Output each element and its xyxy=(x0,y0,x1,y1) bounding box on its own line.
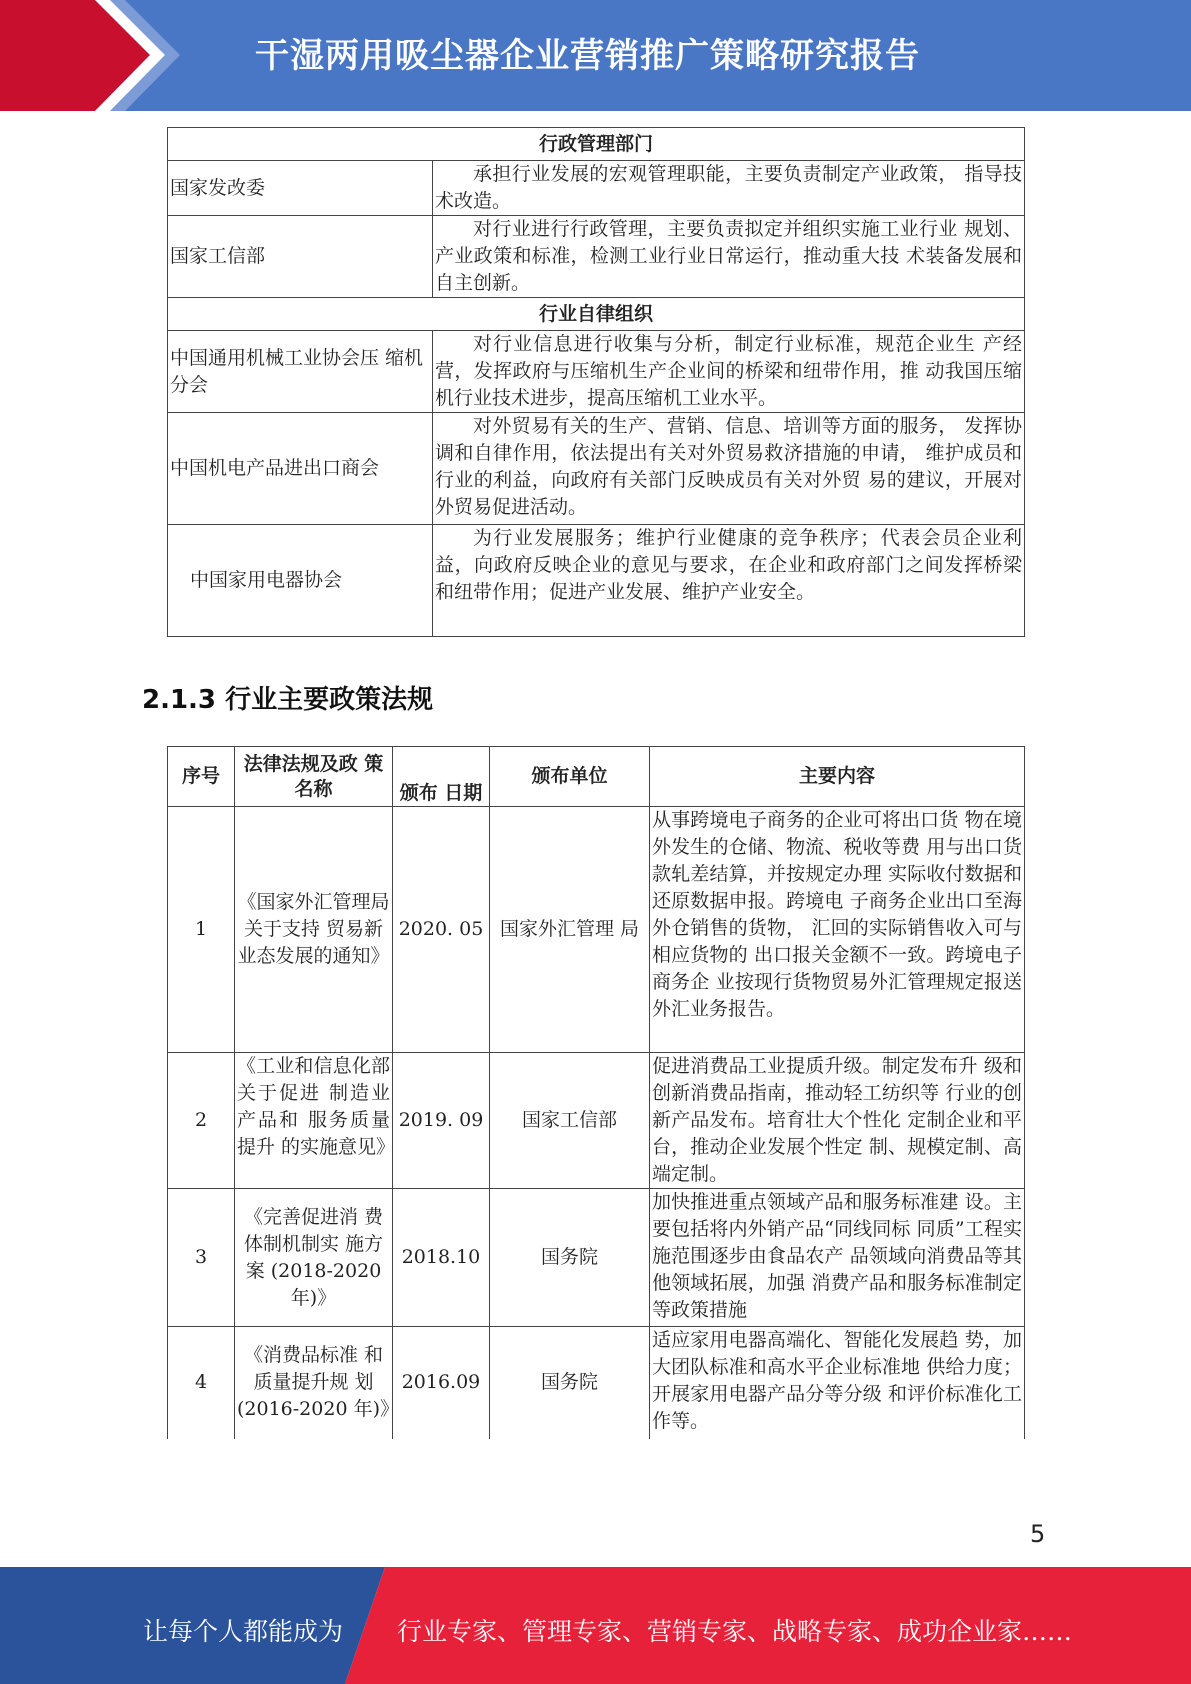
row-name: 《国家外汇管理局关于支持 贸易新业态发展的通知》 xyxy=(235,807,393,1053)
row-name: 《消费品标准 和质量提升规 划 (2016-2020 年)》 xyxy=(235,1327,393,1439)
row-date: 2016.09 xyxy=(393,1327,490,1439)
row-date: 2020. 05 xyxy=(393,807,490,1053)
table-row xyxy=(168,1189,1025,1327)
table-row xyxy=(168,1053,1025,1189)
row-name: 《工业和信息化部关于促进 制造业产品和 服务质量提升 的实施意见》 xyxy=(235,1053,393,1189)
header-content: 主要内容 xyxy=(650,747,1025,807)
org-description: 对外贸易有关的生产、营销、信息、培训等方面的服务， 发挥协调和自律作用，依法提出有关对外贸易救济措施的申请， 维护成员和行业的利益，向政府有关部门反映成员有关对外贸 易的建议，开展对外贸易促进活动。 xyxy=(433,413,1025,525)
page-footer xyxy=(0,1567,1191,1684)
row-no: 4 xyxy=(168,1327,235,1439)
org-description: 对行业进行行政管理，主要负责拟定并组织实施工业行业 规划、产业政策和标准，检测工业行业日常运行，推动重大技 术装备发展和自主创新。 xyxy=(433,216,1025,298)
row-date: 2018.10 xyxy=(393,1189,490,1327)
org-description: 承担行业发展的宏观管理职能，主要负责制定产业政策， 指导技术改造。 xyxy=(433,161,1025,216)
table-row xyxy=(168,413,1025,525)
org-name: 国家发改委 xyxy=(168,161,433,216)
row-issuer: 国家工信部 xyxy=(490,1053,650,1189)
org-description: 对行业信息进行收集与分析，制定行业标准，规范企业生 产经营，发挥政府与压缩机生产企业间的桥梁和纽带作用，推 动我国压缩机行业技术进步，提高压缩机工业水平。 xyxy=(433,331,1025,413)
section-title-admin: 行政管理部门 xyxy=(168,128,1025,161)
row-content: 加快推进重点领域产品和服务标准建 设。主要包括将内外销产品“同线同标 同质”工程实施范围逐步由食品农产 品领域向消费品等其他领域拓展，加强 消费产品和服务标准制定等政策措施 xyxy=(650,1189,1025,1327)
section-title-self-regulation: 行业自律组织 xyxy=(168,298,1025,331)
row-issuer: 国家外汇管理 局 xyxy=(490,807,650,1053)
table-row xyxy=(168,331,1025,413)
org-name: 中国通用机械工业协会压 缩机分会 xyxy=(168,331,433,413)
table-section-row xyxy=(168,298,1025,331)
table-row xyxy=(168,525,1025,637)
row-no: 1 xyxy=(168,807,235,1053)
table-row xyxy=(168,807,1025,1053)
industry-management-table xyxy=(167,127,1025,637)
org-name: 中国家用电器协会 xyxy=(168,525,433,637)
org-description: 为行业发展服务；维护行业健康的竞争秩序；代表会员企业利益，向政府反映企业的意见与要求，在企业和政府部门之间发挥桥梁和纽带作用；促进产业发展、维护产业安全。 xyxy=(433,525,1025,637)
footer-slogan-right: 行业专家、管理专家、营销专家、战略专家、成功企业家…… xyxy=(397,1617,1073,1646)
table-row xyxy=(168,216,1025,298)
footer-slogan-left: 让每个人都能成为 xyxy=(143,1617,344,1646)
row-no: 3 xyxy=(168,1189,235,1327)
row-issuer: 国务院 xyxy=(490,1189,650,1327)
header-no: 序号 xyxy=(168,747,235,807)
table-row xyxy=(168,161,1025,216)
row-no: 2 xyxy=(168,1053,235,1189)
table-row xyxy=(168,1327,1025,1439)
section-heading: 2.1.3 行业主要政策法规 xyxy=(142,685,434,715)
table-section-row xyxy=(168,128,1025,161)
row-content: 促进消费品工业提质升级。制定发布升 级和创新消费品指南，推动轻工纺织等 行业的创新产品发布。培育壮大个性化 定制企业和平台，推动企业发展个性定 制、规模定制、高端定制。 xyxy=(650,1053,1025,1189)
report-title: 干湿两用吸尘器企业营销推广策略研究报告 xyxy=(255,36,920,76)
row-name: 《完善促进消 费体制机制实 施方案 (2018-2020 年)》 xyxy=(235,1189,393,1327)
policy-table xyxy=(167,746,1025,1439)
page-header xyxy=(0,0,1191,111)
row-content: 适应家用电器高端化、智能化发展趋 势，加大团队标准和高水平企业标准地 供给力度；开展家用电器产品分等分级 和评价标准化工作等。 xyxy=(650,1327,1025,1439)
row-issuer: 国务院 xyxy=(490,1327,650,1439)
row-content: 从事跨境电子商务的企业可将出口货 物在境外发生的仓储、物流、税收等费 用与出口货款轧差结算，并按规定办理 实际收付数据和还原数据申报。跨境电 子商务企业出口至海外仓销售的货物， 汇回的实际销售收入可与相应货物的 出口报关金额不一致。跨境电子商务企 业按现行货物贸易外汇管理规定报送 外汇业务报告。 xyxy=(650,807,1025,1053)
header-issuer: 颁布单位 xyxy=(490,747,650,807)
header-date: 颁布 日期 xyxy=(393,747,490,807)
row-date: 2019. 09 xyxy=(393,1053,490,1189)
org-name: 国家工信部 xyxy=(168,216,433,298)
table-header-row xyxy=(168,747,1025,807)
header-name: 法律法规及政 策名称 xyxy=(235,747,393,807)
page-number: 5 xyxy=(1030,1520,1046,1548)
org-name: 中国机电产品进出口商会 xyxy=(168,413,433,525)
